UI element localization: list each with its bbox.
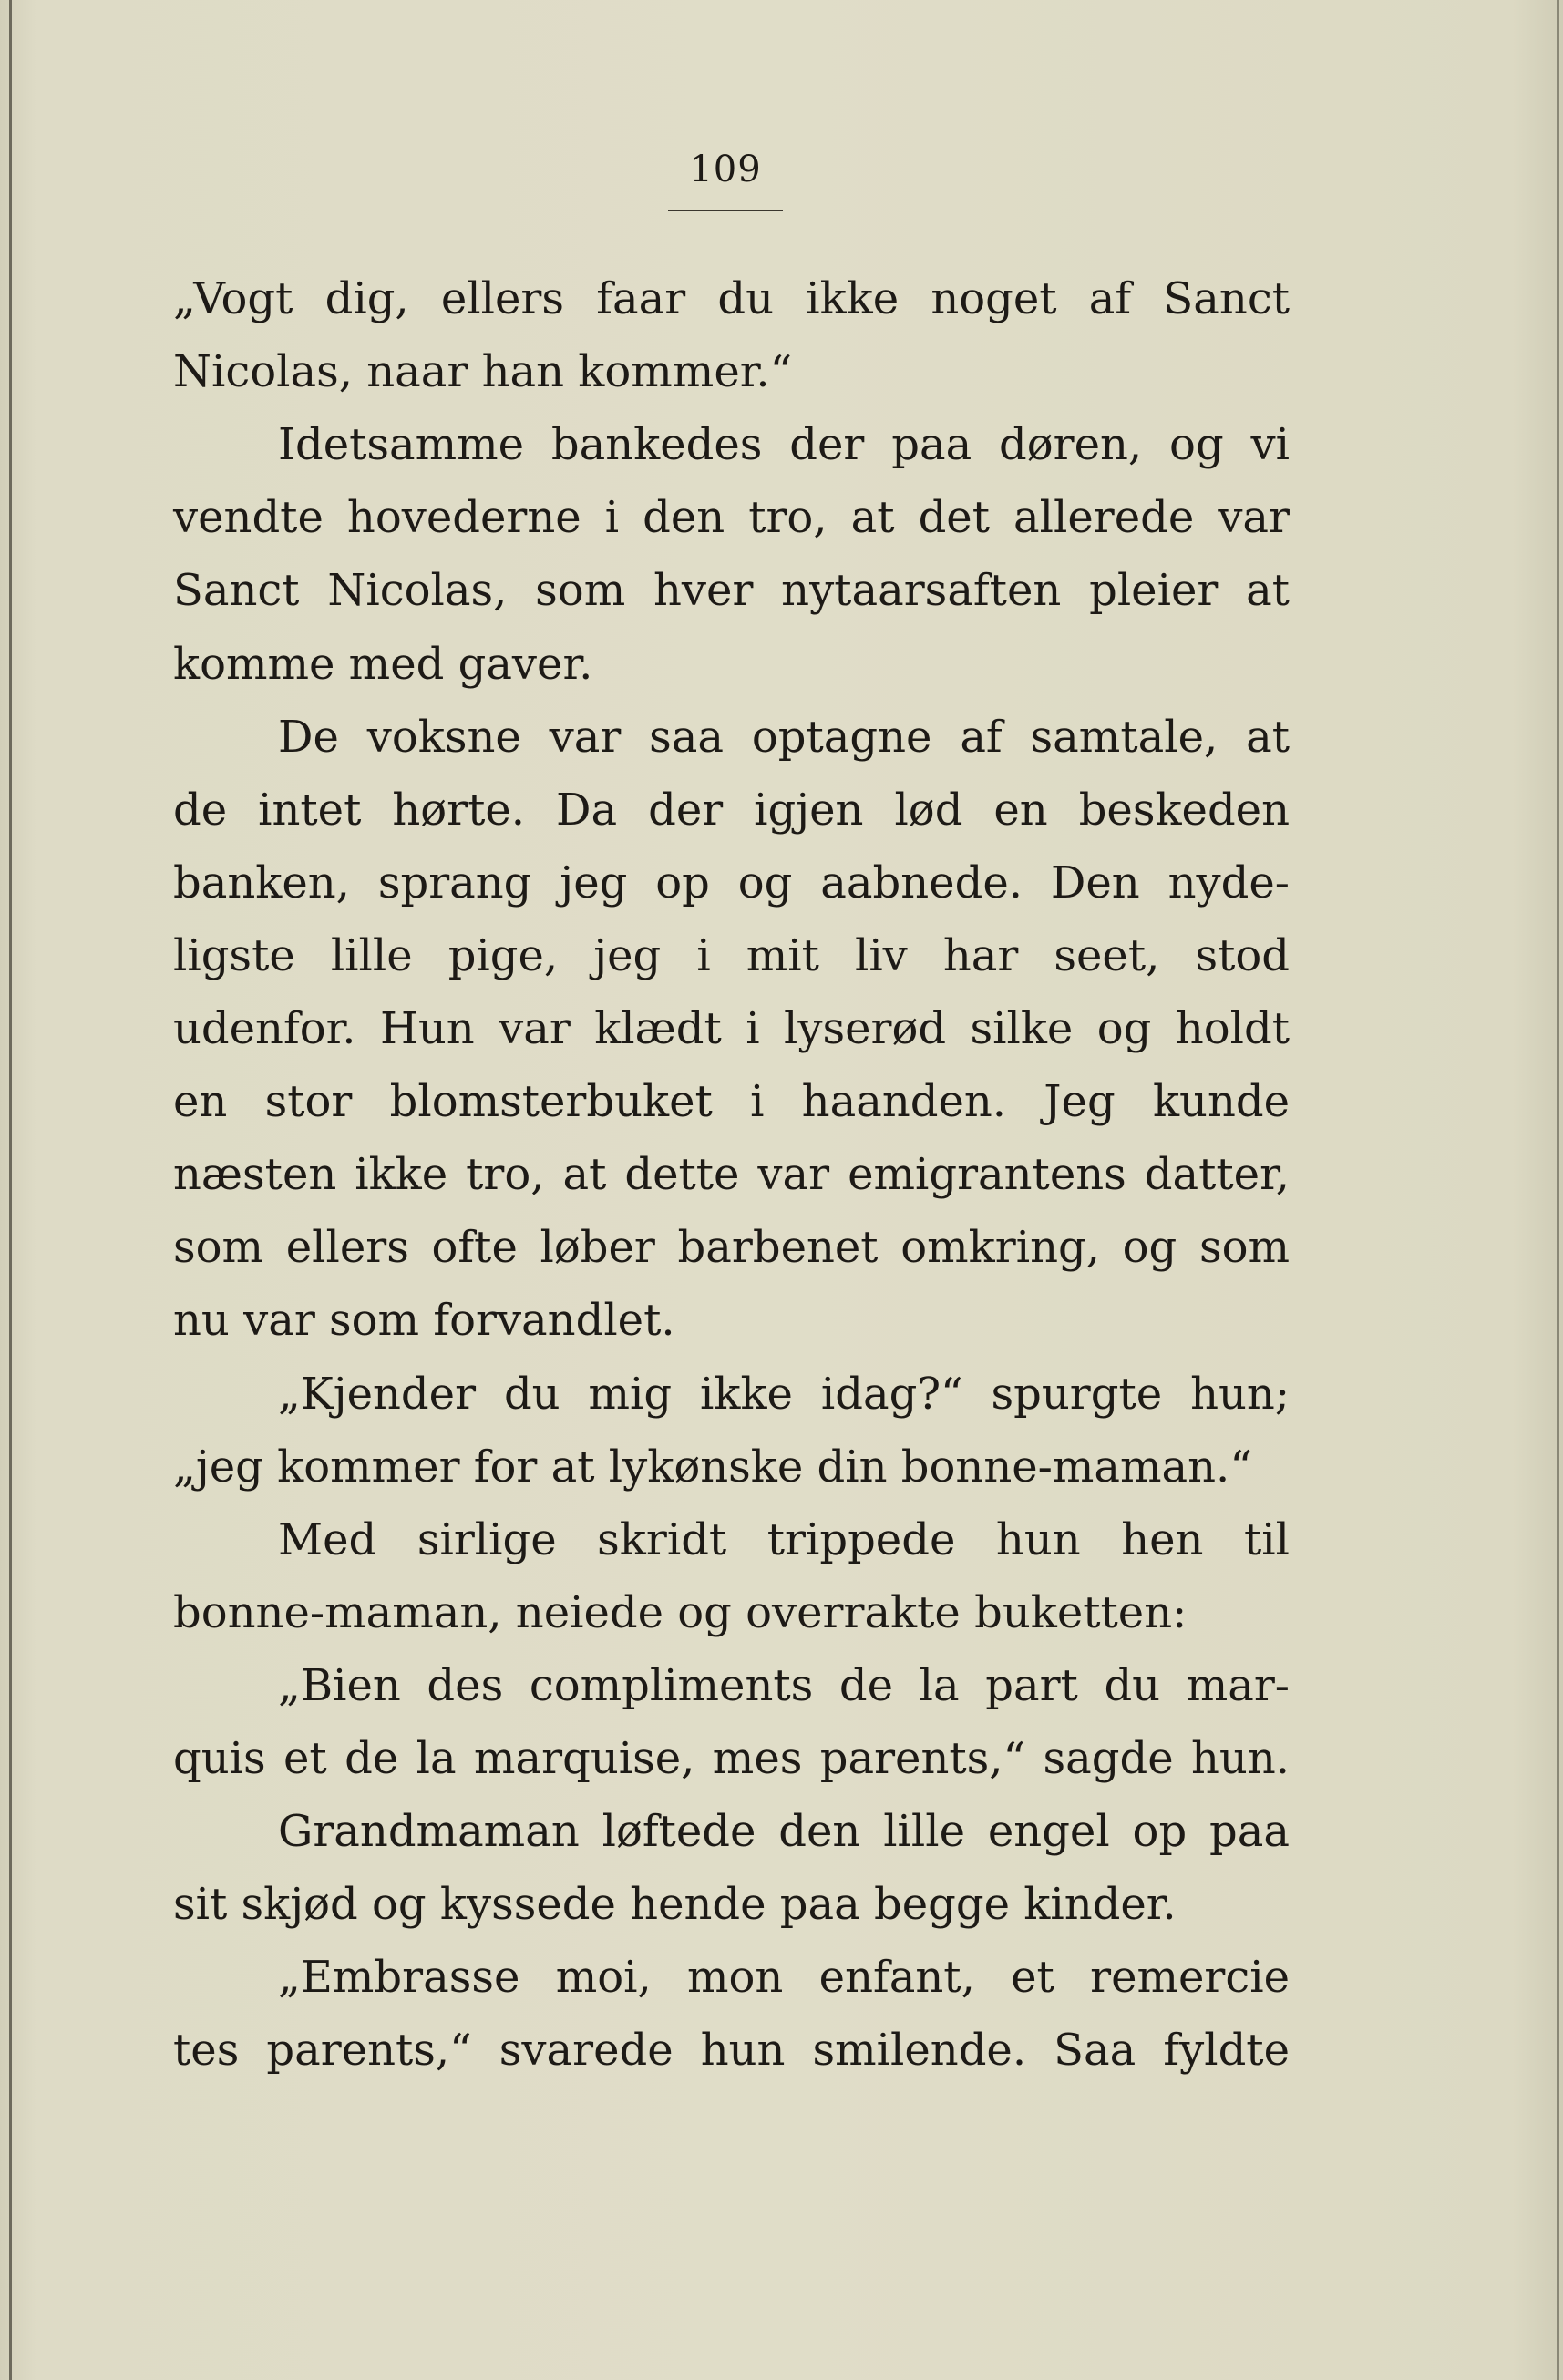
text-line: de intet hørte. Da der igjen lød en beskeden <box>173 784 1290 836</box>
text-line: Grandmaman løftede den lille engel op paa <box>278 1806 1290 1858</box>
text-line: Idetsamme bankedes der paa døren, og vi <box>278 419 1290 471</box>
text-line: vendte hovederne i den tro, at det allerede var <box>173 492 1290 544</box>
text-line: en stor blomsterbuket i haanden. Jeg kunde <box>173 1076 1290 1128</box>
text-line: „jeg kommer for at lykønske din bonne-maman.“ <box>173 1441 1252 1493</box>
text-line: „Kjender du mig ikke idag?“ spurgte hun; <box>278 1368 1290 1420</box>
text-line: banken, sprang jeg op og aabnede. Den nyde- <box>173 857 1290 908</box>
text-line: som ellers ofte løber barbenet omkring, og som <box>173 1222 1290 1274</box>
page-edge-left <box>9 0 12 2380</box>
page-number: 109 <box>689 149 762 190</box>
text-line: „Vogt dig, ellers faar du ikke noget af Sanct <box>173 273 1290 324</box>
text-line: udenfor. Hun var klædt i lyserød silke og holdt <box>173 1003 1290 1054</box>
text-line: nu var som forvandlet. <box>173 1295 675 1347</box>
text-line: tes parents,“ svarede hun smilende. Saa fyldte <box>173 2025 1290 2077</box>
text-line: Nicolas, naar han kommer.“ <box>173 346 793 398</box>
text-line: „Bien des compliments de la part du mar- <box>278 1659 1290 1711</box>
text-line: Sanct Nicolas, som hver nytaarsaften pleier at <box>173 565 1290 617</box>
text-line: ligste lille pige, jeg i mit liv har seet, stod <box>173 929 1290 981</box>
text-line: „Embrasse moi, mon enfant, et remercie <box>278 1952 1290 2004</box>
text-line: næsten ikke tro, at dette var emigrantens datter, <box>173 1149 1290 1201</box>
text-line: komme med gaver. <box>173 638 593 690</box>
page-edge-right <box>1557 0 1559 2380</box>
text-line: quis et de la marquise, mes parents,“ sagde hun. <box>173 1733 1290 1784</box>
page-number-rule <box>668 210 783 211</box>
text-line: bonne-maman, neiede og overrakte buketten: <box>173 1586 1188 1638</box>
text-line: De voksne var saa optagne af samtale, at <box>278 711 1290 763</box>
text-line: sit skjød og kyssede hende paa begge kinder. <box>173 1879 1177 1931</box>
text-line: Med sirlige skridt trippede hun hen til <box>278 1513 1290 1565</box>
